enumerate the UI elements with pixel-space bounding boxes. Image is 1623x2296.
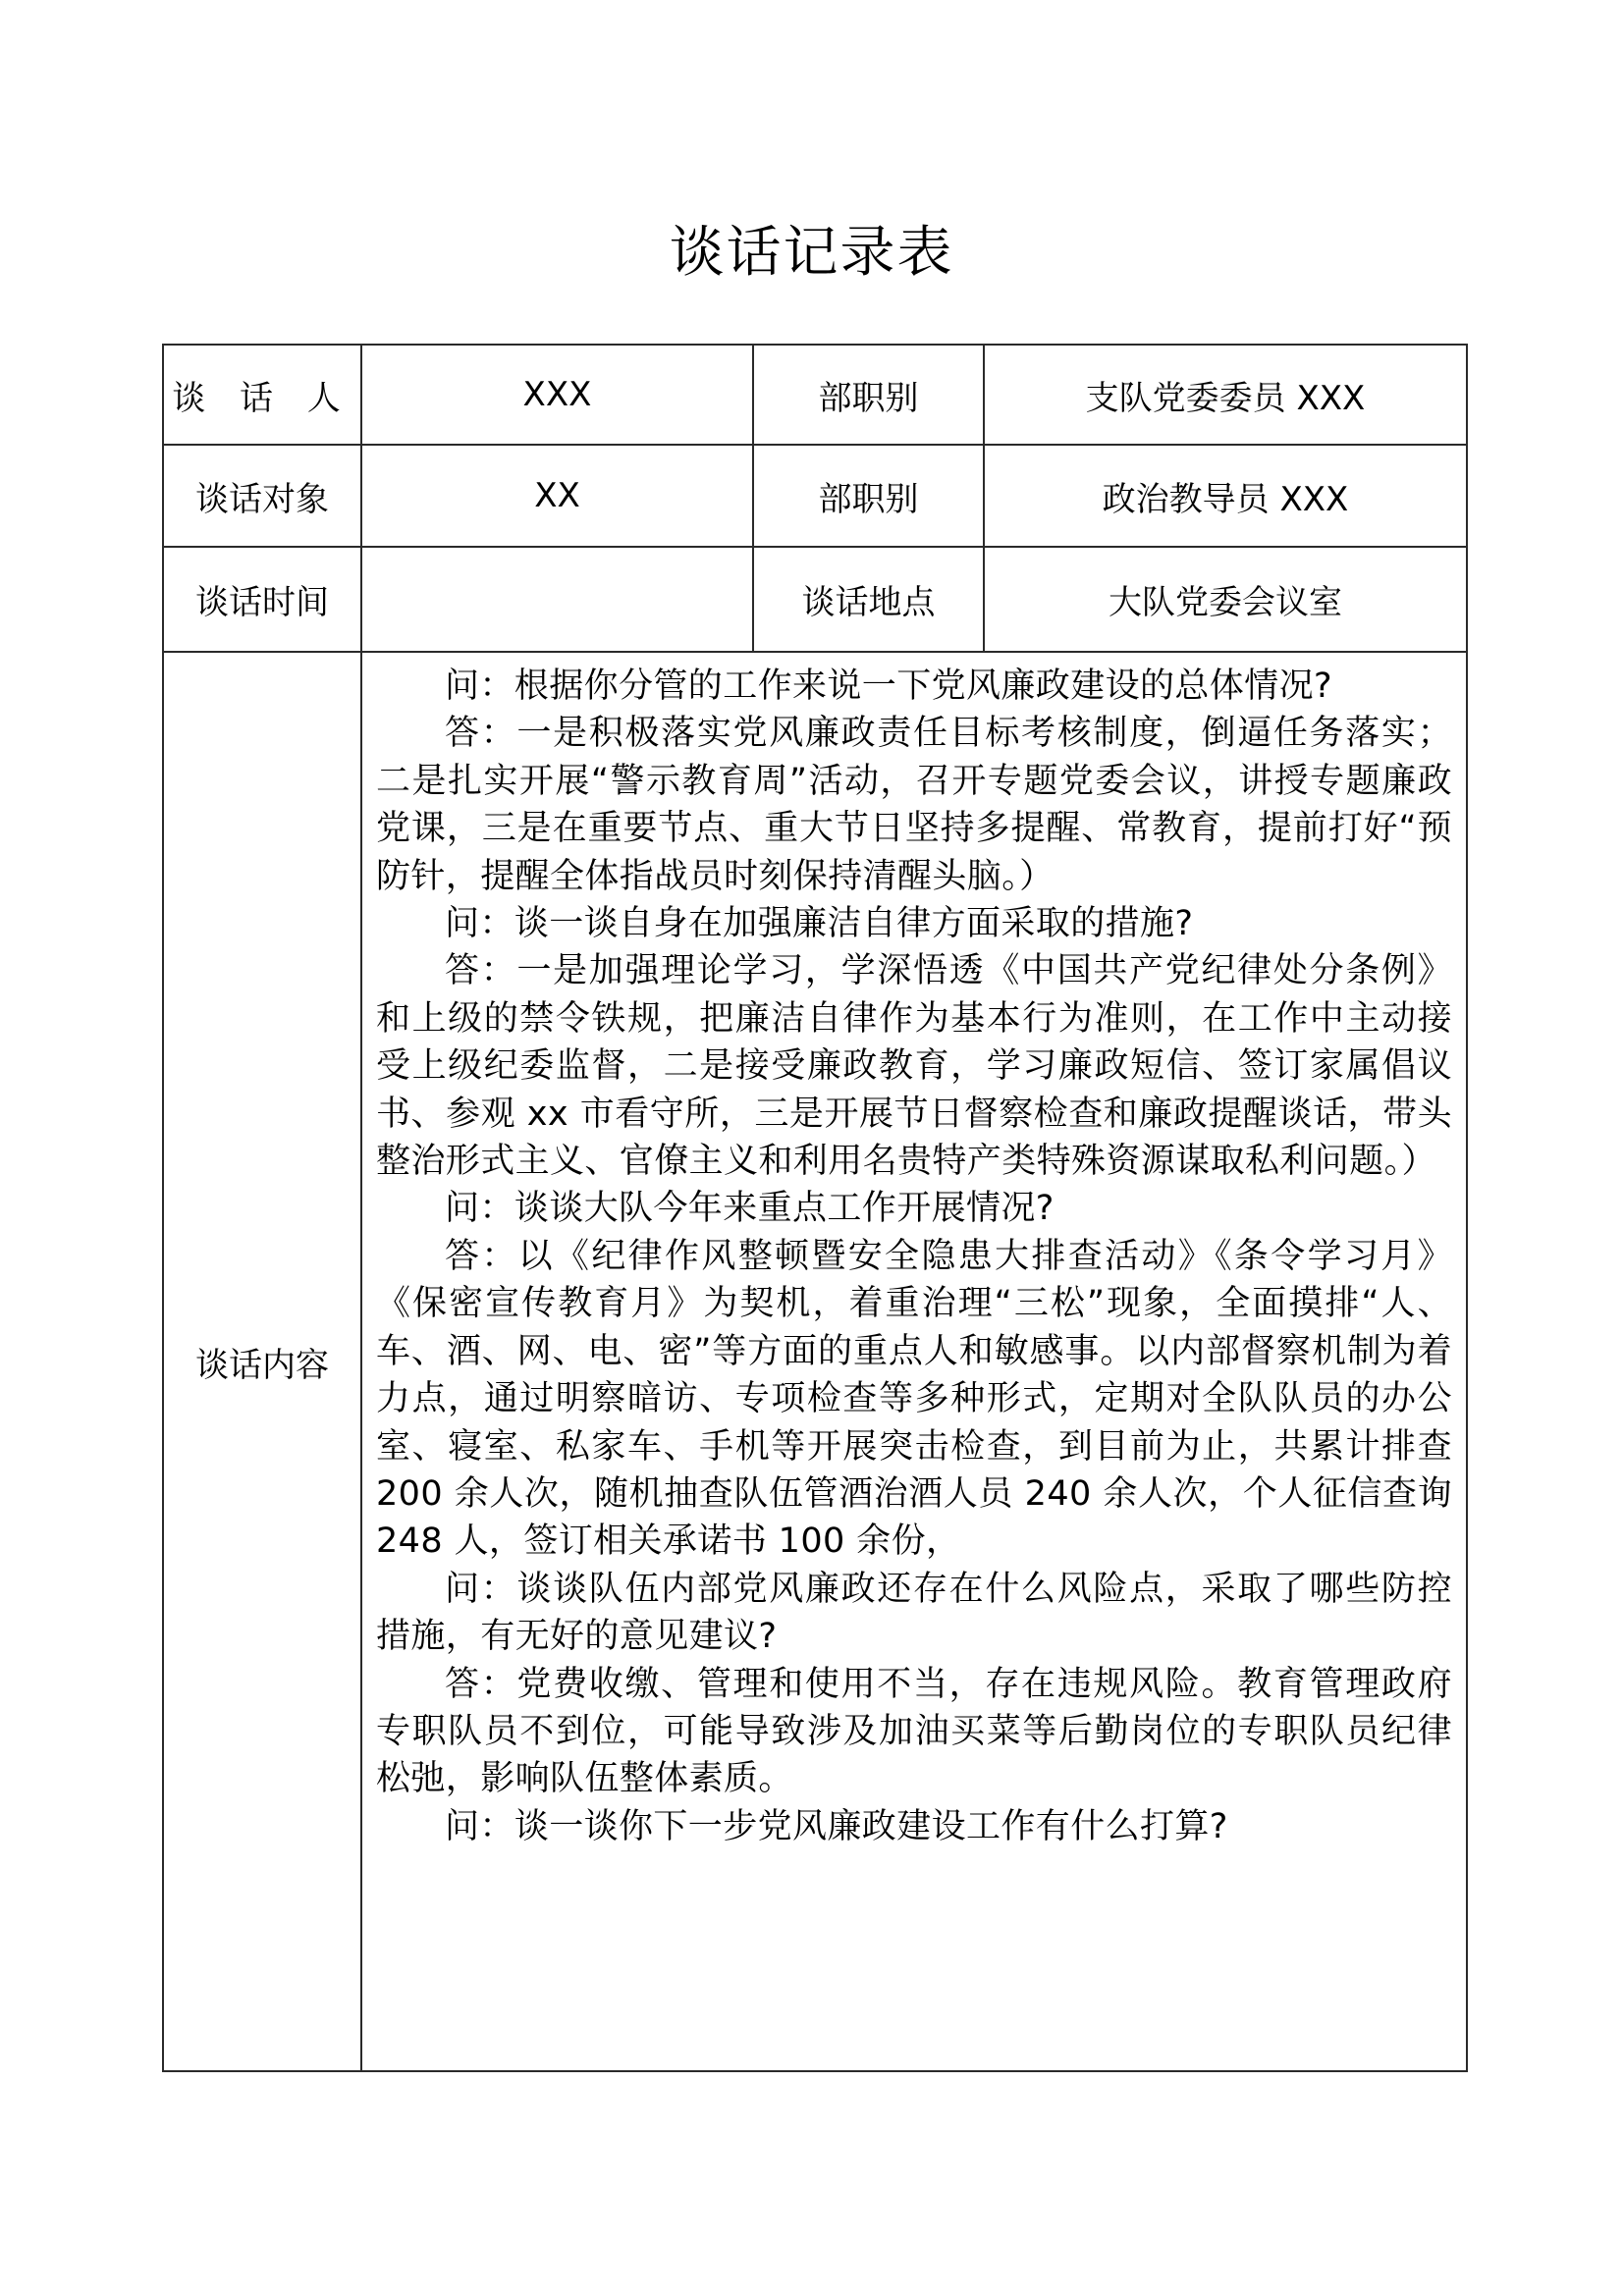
label-interview-content: 谈话内容 — [163, 652, 361, 2071]
label-interviewee-position: 部职别 — [753, 445, 984, 547]
label-interviewer-position: 部职别 — [753, 345, 984, 445]
value-interview-location: 大队党委会议室 — [984, 547, 1467, 652]
label-interview-time: 谈话时间 — [163, 547, 361, 652]
content-paragraph-a2: 答：一是加强理论学习，学深悟透《中国共产党纪律处分条例》和上级的禁令铁规，把廉洁自律作为基本行为准则，在工作中主动接受上级纪委监督，二是接受廉政教育，学习廉政短信、签订家属倡议书、参观 xx 市看守所，三是开展节日督察检查和廉政提醒谈话，带头整治形式主义、官僚主义和利用名贵特产类特殊资源谋取私利问题。） — [376, 951, 1452, 1182]
interview-record-table — [162, 344, 1468, 2072]
label-interviewee: 谈话对象 — [163, 445, 361, 547]
content-paragraph-q3: 问：谈谈大队今年来重点工作开展情况? — [445, 1189, 1055, 1229]
content-paragraph-q4: 问：谈谈队伍内部党风廉政还存在什么风险点，采取了哪些防控措施，有无好的意见建议? — [376, 1569, 1452, 1657]
table-row-content — [163, 652, 1467, 2071]
interview-content-cell — [361, 652, 1467, 2071]
table-row-time-place — [163, 547, 1467, 652]
table-row-interviewer — [163, 345, 1467, 445]
table-row-interviewee — [163, 445, 1467, 547]
content-paragraph-q2: 问：谈一谈自身在加强廉洁自律方面采取的措施? — [445, 904, 1194, 944]
content-paragraph-a4: 答：党费收缴、管理和使用不当，存在违规风险。教育管理政府专职队员不到位，可能导致涉及加油买菜等后勤岗位的专职队员纪律松弛，影响队伍整体素质。 — [376, 1664, 1452, 1799]
label-interview-location: 谈话地点 — [753, 547, 984, 652]
value-interviewer-position: 支队党委委员 XXX — [984, 345, 1467, 445]
content-paragraph-a3: 答：以《纪律作风整顿暨安全隐患大排查活动》《条令学习月》《保密宣传教育月》为契机，着重治理“三松”现象，全面摸排“人、车、酒、网、电、密”等方面的重点人和敏感事。以内部督察机制为着力点，通过明察暗访、专项检查等多种形式，定期对全队队员的办公室、寝室、私家车、手机等开展突击检查，到目前为止，共累计排查 200 余人次，随机抽查队伍管酒治酒人员 240 余人次，个人征信查询 248 人，签订相关承诺书 100 余份， — [376, 1236, 1452, 1562]
content-paragraph-q1: 问：根据你分管的工作来说一下党风廉政建设的总体情况? — [445, 667, 1332, 706]
value-interviewee: XX — [361, 445, 753, 547]
label-interviewer: 谈 话 人 — [163, 345, 361, 445]
content-paragraph-a1: 答：一是积极落实党风廉政责任目标考核制度，倒逼任务落实；二是扎实开展“警示教育周”活动，召开专题党委会议，讲授专题廉政党课，三是在重要节点、重大节日坚持多提醒、常教育，提前打好“预防针，提醒全体指战员时刻保持清醒头脑。） — [376, 714, 1452, 896]
value-interview-time — [361, 547, 753, 652]
content-paragraph-q5: 问：谈一谈你下一步党风廉政建设工作有什么打算? — [445, 1806, 1228, 1846]
value-interviewer: XXX — [361, 345, 753, 445]
document-title: 谈话记录表 — [669, 221, 954, 285]
value-interviewee-position: 政治教导员 XXX — [984, 445, 1467, 547]
